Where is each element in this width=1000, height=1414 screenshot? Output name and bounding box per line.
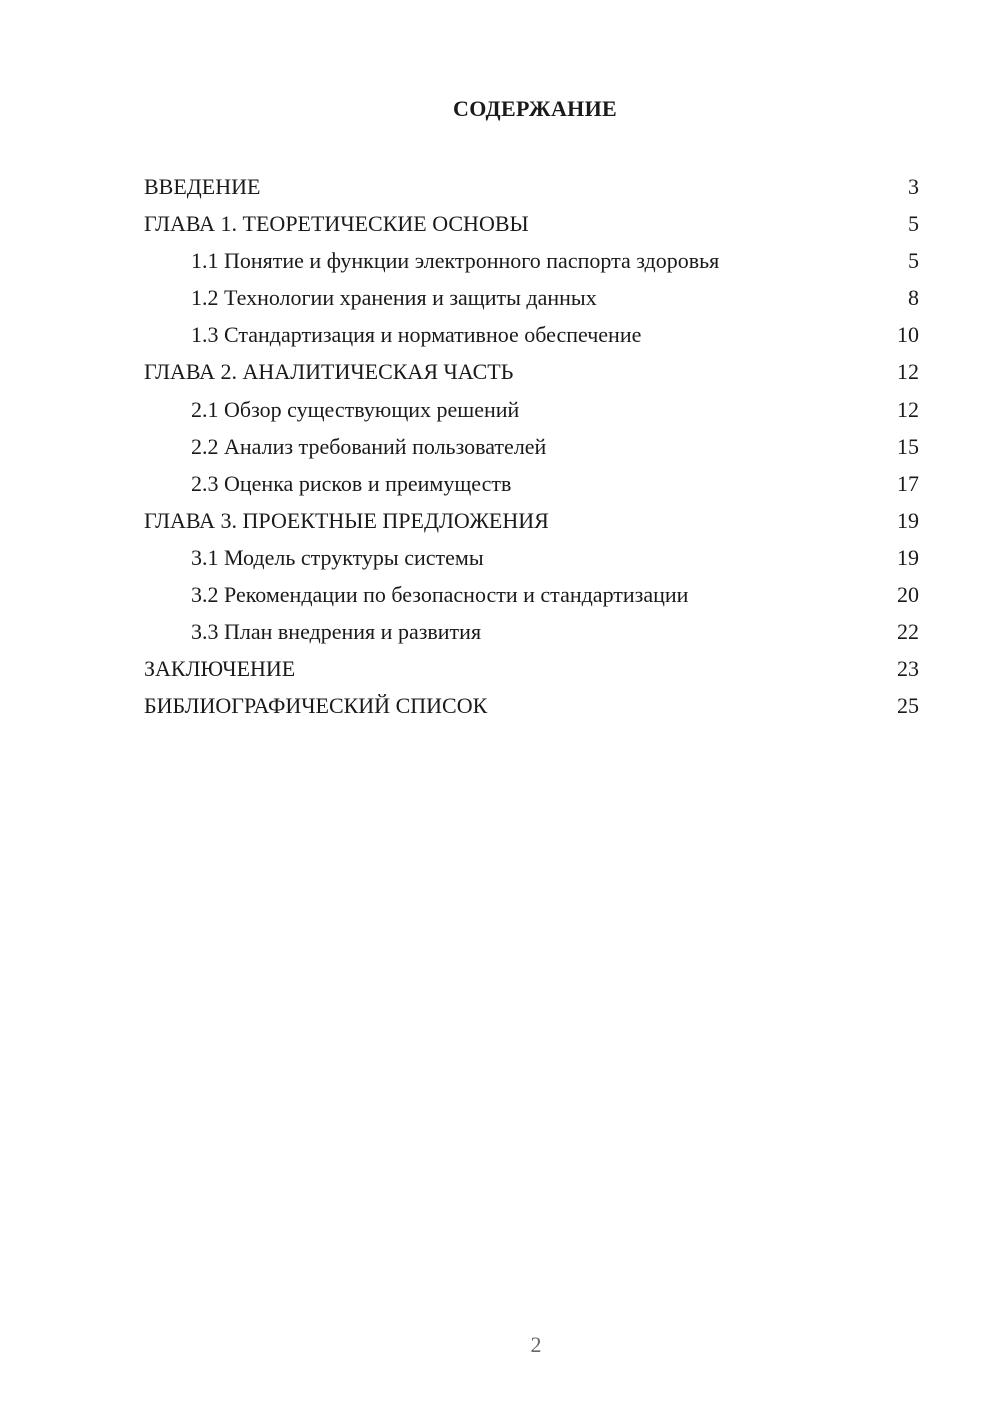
toc-entry-page: 23	[897, 656, 919, 682]
toc-entry-label: ЗАКЛЮЧЕНИЕ	[144, 656, 296, 682]
page-title: СОДЕРЖАНИЕ	[453, 96, 617, 121]
toc-entry-label: 2.1 Обзор существующих решений	[191, 396, 520, 422]
toc-entry-page: 12	[897, 359, 919, 385]
toc-entry-label: 2.3 Оценка рисков и преимуществ	[191, 470, 512, 496]
toc-entry-label: 1.3 Стандартизация и нормативное обеспечение	[191, 322, 642, 348]
toc-entry-section-2-2	[144, 428, 919, 465]
toc-entry-page: 15	[897, 433, 919, 459]
toc-entry-label: 1.1 Понятие и функции электронного паспорта здоровья	[191, 248, 720, 274]
toc-entry-label: 3.3 План внедрения и развития	[191, 619, 482, 645]
toc-entry-section-3-3	[144, 613, 919, 650]
toc-entry-label: 2.2 Анализ требований пользователей	[191, 433, 547, 459]
toc-entry-chapter-2	[144, 353, 919, 390]
page-number: 2	[530, 1332, 542, 1357]
toc-entry-bibliography	[144, 687, 919, 724]
toc-entry-section-1-1	[144, 242, 919, 279]
toc-entry-chapter-1	[144, 205, 919, 242]
toc-entry-page: 3	[908, 174, 919, 199]
toc-entry-page: 22	[897, 619, 919, 645]
toc-entry-introduction	[144, 168, 919, 205]
toc-entry-page: 19	[897, 507, 919, 533]
toc-entry-page: 5	[908, 211, 919, 237]
toc-entry-section-1-3	[144, 316, 919, 353]
toc-entry-page: 19	[897, 544, 919, 570]
toc-entry-label: 3.1 Модель структуры системы	[191, 544, 484, 570]
toc-entry-label: 3.2 Рекомендации по безопасности и стандартизации	[191, 582, 689, 608]
toc-entry-conclusion	[144, 650, 919, 687]
toc-entry-page: 12	[897, 396, 919, 422]
toc-entry-label: БИБЛИОГРАФИЧЕСКИЙ СПИСОК	[144, 693, 488, 719]
toc-entry-section-3-2	[144, 576, 919, 613]
toc-entry-page: 20	[897, 582, 919, 608]
toc-entry-page: 25	[897, 693, 919, 719]
toc-entry-page: 17	[897, 470, 919, 496]
toc-entry-label: ГЛАВА 3. ПРОЕКТНЫЕ ПРЕДЛОЖЕНИЯ	[144, 507, 549, 533]
toc-entry-chapter-3	[144, 502, 919, 539]
toc-entry-section-2-3	[144, 465, 919, 502]
toc-entry-label: ГЛАВА 2. АНАЛИТИЧЕСКАЯ ЧАСТЬ	[144, 359, 514, 385]
toc-entry-section-1-2	[144, 279, 919, 316]
toc-entry-page: 8	[908, 285, 919, 311]
toc-entry-section-3-1	[144, 539, 919, 576]
toc-entry-label: ВВЕДЕНИЕ	[144, 174, 261, 199]
toc-entry-label: ГЛАВА 1. ТЕОРЕТИЧЕСКИЕ ОСНОВЫ	[144, 211, 529, 237]
toc-entry-page: 5	[908, 248, 919, 274]
toc-entry-label: 1.2 Технологии хранения и защиты данных	[191, 285, 597, 311]
toc-entry-section-2-1	[144, 391, 919, 428]
table-of-contents	[144, 168, 919, 724]
toc-entry-page: 10	[897, 322, 919, 348]
